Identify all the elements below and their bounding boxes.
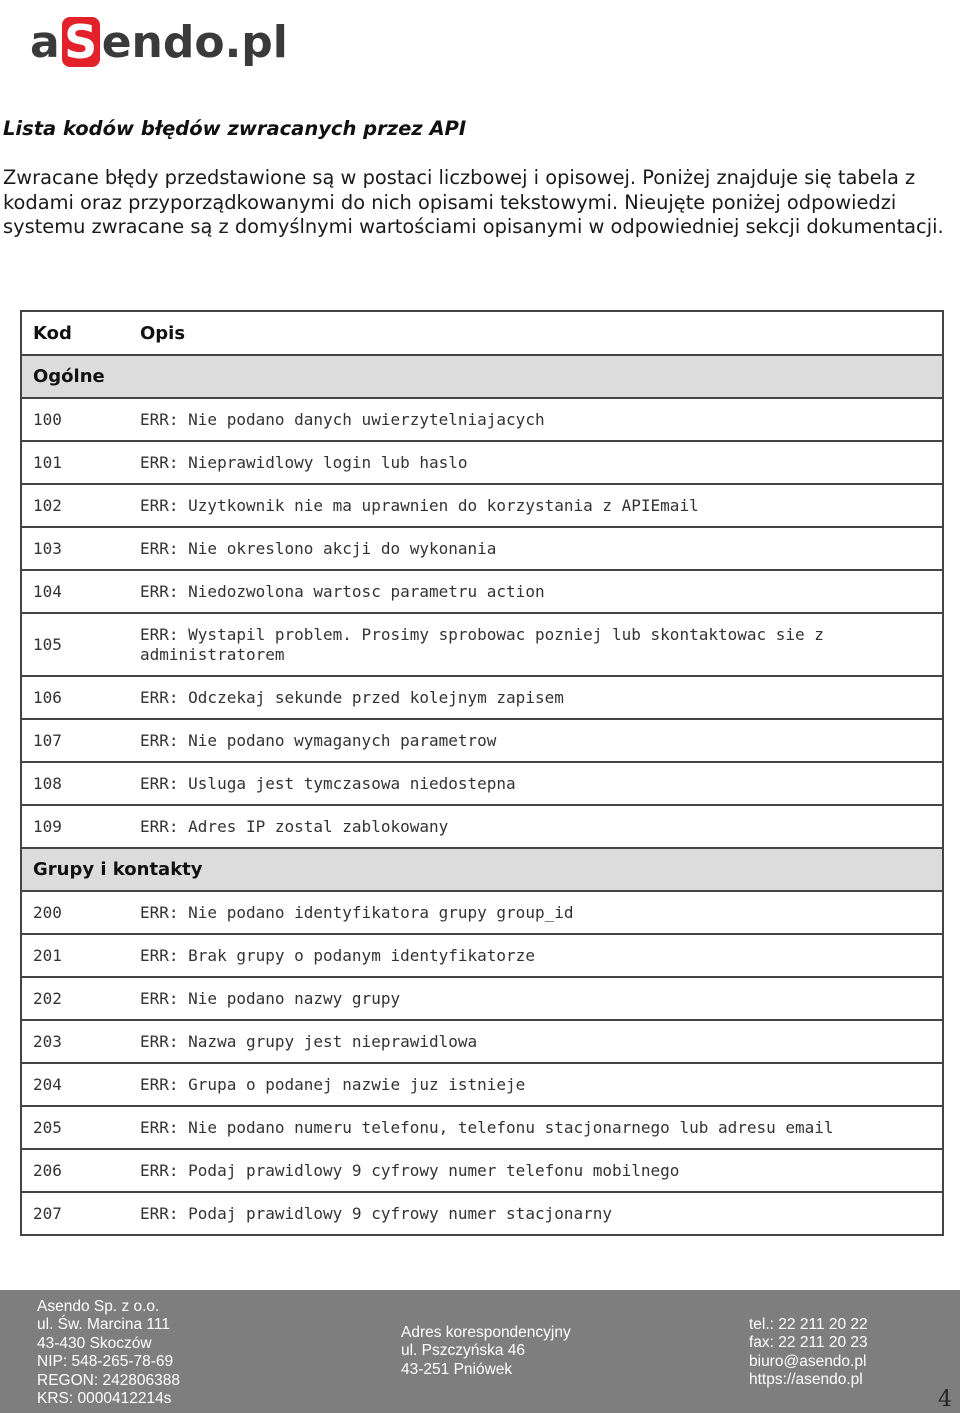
table-row [21,1020,943,1063]
error-code: 206 [21,1149,129,1192]
error-description: ERR: Niedozwolona wartosc parametru action [129,570,943,613]
error-description: ERR: Adres IP zostal zablokowany [129,805,943,848]
logo-rest: endo.pl [101,16,288,68]
table-row [21,977,943,1020]
table-row [21,484,943,527]
table-row [21,719,943,762]
logo-prefix: a [30,16,60,68]
intro-paragraph: Zwracane błędy przedstawione są w postaci liczbowej i opisowej. Poniżej znajduje się tabela z kodami oraz przyporządkowanymi do nich opisami tekstowymi. Nieujęte poniżej odpowiedzi systemu zwracane są z domyślnymi wartościami opisanymi w odpowiedniej sekcji dokumentacji. [3,166,944,238]
error-description: ERR: Nie podano identyfikatora grupy group_id [129,891,943,934]
footer-line: REGON: 242806388 [37,1371,181,1389]
table-row [21,762,943,805]
error-code: 109 [21,805,129,848]
error-description: ERR: Brak grupy o podanym identyfikatorze [129,934,943,977]
error-description: ERR: Usluga jest tymczasowa niedostepna [129,762,943,805]
section-row [21,848,943,891]
page-title: Lista kodów błędów zwracanych przez API [3,117,467,140]
table-row [21,934,943,977]
asendo-logo [30,14,288,70]
footer-fax: fax: 22 211 20 23 [749,1334,868,1352]
error-code: 205 [21,1106,129,1149]
table-row [21,570,943,613]
header-code: Kod [21,311,129,355]
table-row [21,1106,943,1149]
header-description: Opis [129,311,943,355]
table-row [21,805,943,848]
error-code: 102 [21,484,129,527]
section-row [21,355,943,398]
error-description: ERR: Nie podano wymaganych parametrow [129,719,943,762]
error-description: ERR: Nie podano danych uwierzytelniajacych [129,398,943,441]
page-footer [0,1290,960,1413]
error-description: ERR: Nieprawidlowy login lub haslo [129,441,943,484]
table-row [21,527,943,570]
error-description: ERR: Nie podano nazwy grupy [129,977,943,1020]
error-code: 108 [21,762,129,805]
table-body [21,355,943,1235]
error-description: ERR: Nie okreslono akcji do wykonania [129,527,943,570]
footer-company-address [37,1298,180,1408]
error-description: ERR: Odczekaj sekunde przed kolejnym zapisem [129,676,943,719]
error-codes-table [20,310,944,1236]
error-description: ERR: Grupa o podanej nazwie juz istnieje [129,1063,943,1106]
footer-website-link[interactable]: https://asendo.pl [749,1371,863,1389]
table-row [21,676,943,719]
error-code: 207 [21,1192,129,1235]
error-description: ERR: Nazwa grupy jest nieprawidlowa [129,1020,943,1063]
section-title: Ogólne [21,355,943,398]
error-code: 103 [21,527,129,570]
error-code: 204 [21,1063,129,1106]
error-description: ERR: Podaj prawidlowy 9 cyfrowy numer telefonu mobilnego [129,1149,943,1192]
footer-line: ul. Pszczyńska 46 [401,1342,526,1360]
footer-line: Asendo Sp. z o.o. [37,1298,160,1315]
footer-line: Adres korespondencyjny [401,1324,571,1341]
footer-phone: tel.: 22 211 20 22 [749,1316,868,1333]
footer-line: 43-251 Pniówek [401,1360,513,1378]
footer-line: ul. Św. Marcina 111 [37,1316,170,1334]
error-code: 201 [21,934,129,977]
error-description: ERR: Nie podano numeru telefonu, telefonu stacjonarnego lub adresu email [129,1106,943,1149]
error-code: 200 [21,891,129,934]
footer-correspondence-address [401,1324,571,1379]
error-description: ERR: Uzytkownik nie ma uprawnien do korzystania z APIEmail [129,484,943,527]
footer-email-link[interactable]: biuro@asendo.pl [749,1352,867,1370]
page-number: 4 [938,1386,952,1412]
footer-contact [749,1316,868,1390]
logo-highlight: S [62,17,100,67]
footer-line: 43-430 Skoczów [37,1334,152,1352]
error-code: 203 [21,1020,129,1063]
error-code: 105 [21,613,129,676]
table-row [21,891,943,934]
table-row [21,1192,943,1235]
error-description: ERR: Wystapil problem. Prosimy sprobowac pozniej lub skontaktowac sie z administratorem [129,613,943,676]
error-code: 107 [21,719,129,762]
error-description: ERR: Podaj prawidlowy 9 cyfrowy numer stacjonarny [129,1192,943,1235]
table-row [21,1149,943,1192]
section-title: Grupy i kontakty [21,848,943,891]
table-row [21,1063,943,1106]
table-header-row [21,311,943,355]
footer-line: NIP: 548-265-78-69 [37,1353,174,1371]
error-code: 100 [21,398,129,441]
error-code: 101 [21,441,129,484]
error-code: 106 [21,676,129,719]
table-row [21,613,943,676]
error-code: 202 [21,977,129,1020]
table-row [21,398,943,441]
error-code: 104 [21,570,129,613]
table-row [21,441,943,484]
footer-line: KRS: 0000412214s [37,1390,172,1408]
